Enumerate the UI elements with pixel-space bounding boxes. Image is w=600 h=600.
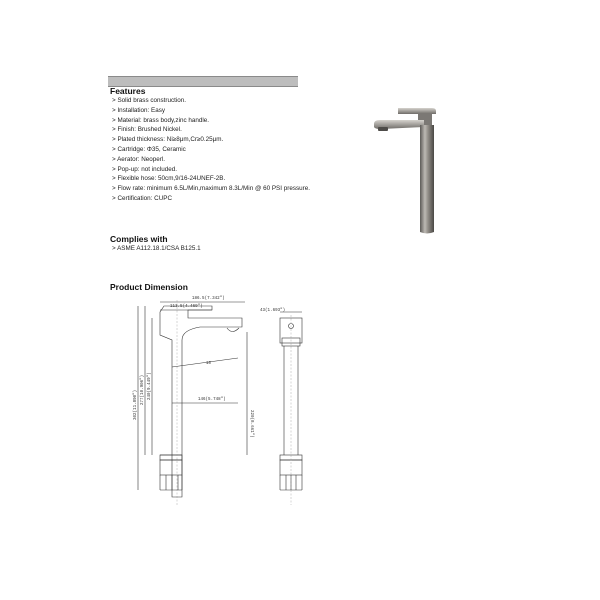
dim-total-height: 302(11.890") — [134, 389, 138, 420]
dim-height-2: 277(10.906") — [141, 374, 145, 405]
dim-angle: 10 — [206, 362, 212, 366]
dim-overall-width: 186.5(7.342") — [192, 297, 225, 301]
faucet-photo — [372, 105, 462, 245]
features-list — [112, 96, 310, 204]
feature-item: > Solid brass construction. — [112, 96, 310, 106]
feature-item: > Material: brass body,zinc handle. — [112, 116, 310, 126]
feature-item: > Cartridge: Φ35, Ceramic — [112, 145, 310, 155]
dim-spout-reach: 146(5.748") — [198, 398, 226, 402]
feature-item: > Flow rate: minimum 6.5L/Min,maximum 8.3L/Min @ 60 PSI pressure. — [112, 184, 310, 194]
dimension-drawing — [120, 290, 320, 510]
complies-item: > ASME A112.18.1/CSA B125.1 — [112, 244, 201, 254]
feature-item: > Installation: Easy — [112, 106, 310, 116]
dimension-heading: Product Dimension — [110, 282, 188, 292]
feature-item: > Pop-up: not included. — [112, 165, 310, 175]
dim-height-3: 240(9.449") — [148, 372, 152, 400]
feature-item: > Flexible hose: 50cm,9/16-24UNEF-2B. — [112, 174, 310, 184]
dim-base-diameter: 43(1.693") — [260, 309, 286, 313]
features-heading: Features — [110, 86, 146, 96]
complies-list — [112, 244, 201, 254]
feature-item: > Aerator: Neoperl. — [112, 155, 310, 165]
complies-heading: Complies with — [110, 234, 168, 244]
feature-item: > Certification: CUPC — [112, 194, 310, 204]
feature-item: > Finish: Brushed Nickel. — [112, 125, 310, 135]
dim-handle-width: 113.5(4.469") — [170, 305, 203, 309]
dim-spout-height: 220(8.661") — [249, 410, 253, 438]
feature-item: > Plated thickness: Ni≥8μm,Cr≥0.25μm. — [112, 135, 310, 145]
